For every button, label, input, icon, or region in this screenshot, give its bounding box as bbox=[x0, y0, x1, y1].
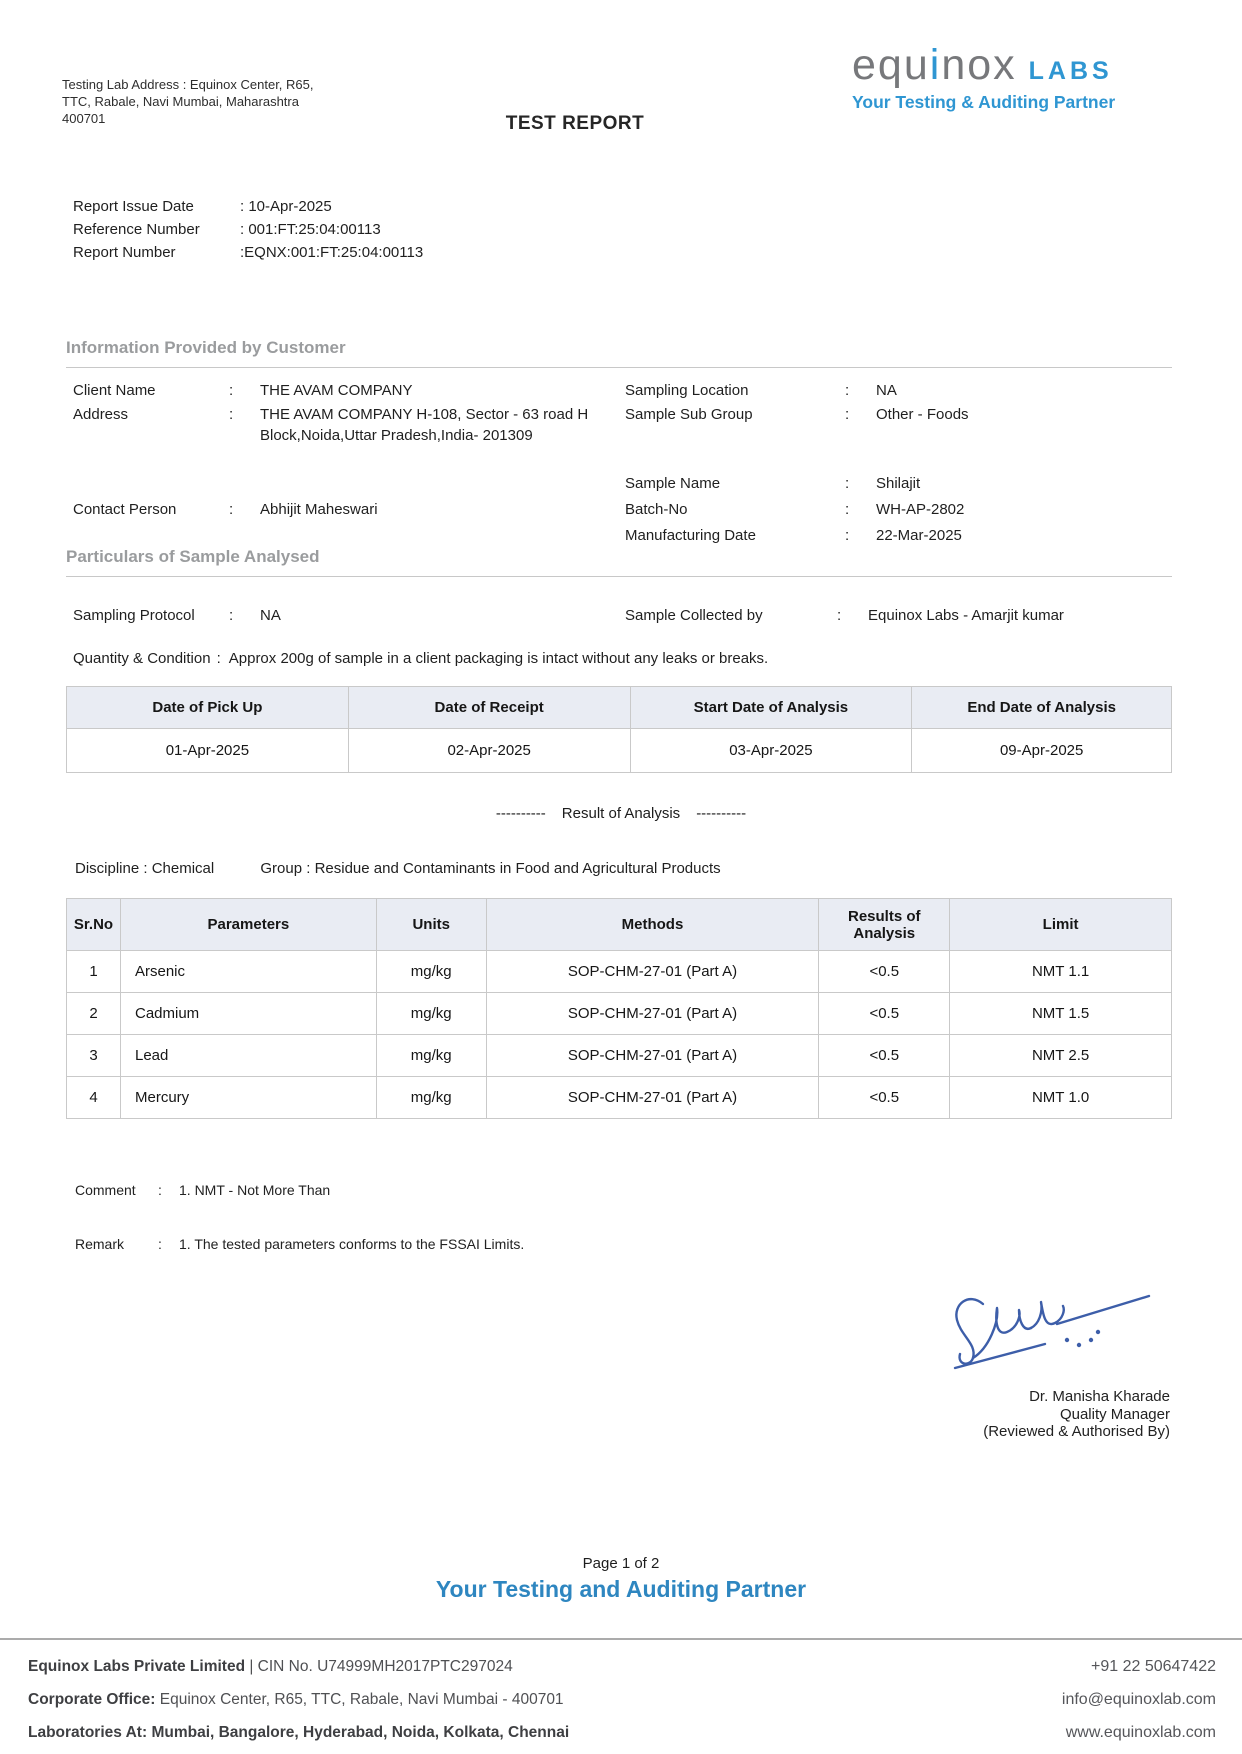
discipline-group-line bbox=[75, 860, 721, 877]
section-header-particulars: Particulars of Sample Analysed bbox=[66, 547, 1172, 577]
column-header: Date of Receipt bbox=[348, 687, 630, 729]
quantity-condition-field: Quantity & Condition : Approx 200g of sample in a client packaging is intact without any leaks or breaks. bbox=[73, 650, 769, 667]
table-row bbox=[67, 993, 1172, 1035]
info-row-contact-person: Contact Person : Abhijit Maheswari bbox=[73, 501, 378, 518]
sample-collected-by-field: Sample Collected by : Equinox Labs - Amarjit kumar bbox=[625, 607, 1064, 624]
quantity-value: Approx 200g of sample in a client packaging is intact without any leaks or breaks. bbox=[228, 650, 769, 667]
table-cell: NMT 1.5 bbox=[950, 993, 1172, 1035]
footer-contact-info bbox=[1062, 1650, 1216, 1749]
results-table bbox=[66, 898, 1172, 1119]
lab-address-line: TTC, Rabale, Navi Mumbai, Maharashtra bbox=[62, 94, 299, 109]
table-cell: SOP-CHM-27-01 (Part A) bbox=[486, 993, 819, 1035]
footer-company-line: Equinox Labs Private Limited | CIN No. U74999MH2017PTC297024 bbox=[28, 1658, 513, 1675]
table-cell: <0.5 bbox=[819, 1077, 950, 1119]
column-header: Results of Analysis bbox=[819, 899, 950, 951]
page-title: TEST REPORT bbox=[505, 113, 645, 134]
group-text: Group : Residue and Contaminants in Food and Agricultural Products bbox=[260, 860, 721, 877]
divider-dashes: ---------- bbox=[495, 805, 546, 822]
table-cell: NMT 1.1 bbox=[950, 951, 1172, 993]
report-meta-row bbox=[73, 195, 423, 218]
table-cell: mg/kg bbox=[376, 951, 486, 993]
footer-company-info bbox=[28, 1650, 569, 1749]
table-cell: SOP-CHM-27-01 (Part A) bbox=[486, 951, 819, 993]
discipline-text: Discipline : Chemical bbox=[75, 860, 215, 877]
table-cell: 3 bbox=[67, 1035, 121, 1077]
table-cell: NMT 2.5 bbox=[950, 1035, 1172, 1077]
table-cell: Cadmium bbox=[120, 993, 376, 1035]
table-cell: mg/kg bbox=[376, 993, 486, 1035]
table-cell: NMT 1.0 bbox=[950, 1077, 1172, 1119]
quantity-label: Quantity & Condition bbox=[73, 650, 211, 667]
result-of-analysis-divider bbox=[0, 805, 1242, 822]
table-cell: 03-Apr-2025 bbox=[630, 729, 912, 773]
table-cell: Lead bbox=[120, 1035, 376, 1077]
table-cell: mg/kg bbox=[376, 1035, 486, 1077]
bottom-tagline: Your Testing and Auditing Partner bbox=[435, 1576, 807, 1602]
info-row-batch-no: Batch-No : WH-AP-2802 bbox=[625, 501, 965, 518]
divider-dashes: ---------- bbox=[696, 805, 747, 822]
column-header: End Date of Analysis bbox=[912, 687, 1172, 729]
table-row bbox=[67, 729, 1172, 773]
logo-word: equinox bbox=[852, 41, 1017, 89]
signatory-block bbox=[983, 1388, 1170, 1441]
column-header: Units bbox=[376, 899, 486, 951]
table-row bbox=[67, 951, 1172, 993]
report-meta-row bbox=[73, 218, 423, 241]
handwritten-signature-icon bbox=[945, 1282, 1163, 1374]
footer-email: info@equinoxlab.com bbox=[1061, 1691, 1216, 1708]
logo-labs-text: LABS bbox=[1028, 57, 1113, 85]
table-cell: mg/kg bbox=[376, 1077, 486, 1119]
lab-address-line: 400701 bbox=[62, 111, 106, 126]
footer-office-line: Corporate Office: Equinox Center, R65, TTC, Rabale, Navi Mumbai - 400701 bbox=[28, 1691, 564, 1708]
table-cell: <0.5 bbox=[819, 1035, 950, 1077]
sampling-protocol-field: Sampling Protocol : NA bbox=[73, 607, 281, 624]
report-meta-label: Report Number bbox=[73, 244, 176, 261]
info-row-sample-sub-group: Sample Sub Group : Other - Foods bbox=[625, 406, 969, 423]
logo-tagline: Your Testing & Auditing Partner bbox=[852, 92, 1116, 112]
pickup-dates-table bbox=[66, 686, 1172, 773]
table-cell: 01-Apr-2025 bbox=[67, 729, 349, 773]
column-header: Sr.No bbox=[67, 899, 121, 951]
column-header: Start Date of Analysis bbox=[630, 687, 912, 729]
report-meta-value: : 001:FT:25:04:00113 bbox=[240, 221, 381, 238]
equinox-labs-logo bbox=[852, 41, 1116, 113]
signatory-note: (Reviewed & Authorised By) bbox=[983, 1423, 1170, 1440]
report-meta-label: Reference Number bbox=[73, 221, 200, 238]
table-row bbox=[67, 1035, 1172, 1077]
column-header: Limit bbox=[950, 899, 1172, 951]
signatory-name: Dr. Manisha Kharade bbox=[1029, 1388, 1170, 1405]
remark-row: Remark : 1. The tested parameters conforms to the FSSAI Limits. bbox=[75, 1236, 525, 1252]
footer-phone: +91 22 50647422 bbox=[1090, 1658, 1216, 1675]
column-header: Methods bbox=[486, 899, 819, 951]
signatory-role: Quality Manager bbox=[1059, 1405, 1170, 1423]
lab-address-line: Testing Lab Address : Equinox Center, R65, bbox=[62, 77, 314, 92]
signature-image bbox=[945, 1282, 1170, 1379]
column-header: Parameters bbox=[120, 899, 376, 951]
info-row-sample-name: Sample Name : Shilajit bbox=[625, 475, 921, 492]
footer-laboratories-line: Laboratories At: Mumbai, Bangalore, Hyderabad, Noida, Kolkata, Chennai bbox=[28, 1724, 570, 1741]
report-meta-value: : 10-Apr-2025 bbox=[240, 198, 332, 215]
report-meta-label: Report Issue Date bbox=[73, 198, 194, 215]
customer-info-grid bbox=[66, 380, 1172, 560]
logo-i-accent: i bbox=[929, 41, 942, 89]
report-meta-row bbox=[73, 241, 423, 264]
info-row-address: Address : THE AVAM COMPANY H-108, Sector - 63 road H Block,Noida,Uttar Pradesh,India- 201309 bbox=[73, 406, 589, 444]
table-cell: SOP-CHM-27-01 (Part A) bbox=[486, 1077, 819, 1119]
logo-wordmark bbox=[852, 41, 1113, 89]
table-cell: 1 bbox=[67, 951, 121, 993]
table-cell: 2 bbox=[67, 993, 121, 1035]
table-cell: 02-Apr-2025 bbox=[348, 729, 630, 773]
table-cell: Mercury bbox=[120, 1077, 376, 1119]
particulars-row bbox=[66, 607, 1172, 624]
divider-label: Result of Analysis bbox=[561, 805, 681, 822]
section-header-customer-info: Information Provided by Customer bbox=[66, 338, 1172, 368]
footer-website: www.equinoxlab.com bbox=[1065, 1724, 1216, 1741]
table-cell: 09-Apr-2025 bbox=[912, 729, 1172, 773]
info-row-manufacturing-date: Manufacturing Date : 22-Mar-2025 bbox=[625, 527, 962, 544]
table-cell: SOP-CHM-27-01 (Part A) bbox=[486, 1035, 819, 1077]
column-header: Date of Pick Up bbox=[67, 687, 349, 729]
comment-row: Comment : 1. NMT - Not More Than bbox=[75, 1182, 331, 1198]
table-cell: <0.5 bbox=[819, 993, 950, 1035]
footer-divider bbox=[0, 1638, 1242, 1640]
table-cell: 4 bbox=[67, 1077, 121, 1119]
table-cell: Arsenic bbox=[120, 951, 376, 993]
info-row-client-name: Client Name : THE AVAM COMPANY bbox=[73, 382, 413, 399]
table-row bbox=[67, 1077, 1172, 1119]
report-meta-value: :EQNX:001:FT:25:04:00113 bbox=[240, 244, 424, 261]
page-number: Page 1 of 2 bbox=[582, 1555, 660, 1572]
table-cell: <0.5 bbox=[819, 951, 950, 993]
report-meta bbox=[73, 195, 423, 264]
info-row-sampling-location: Sampling Location : NA bbox=[625, 382, 897, 399]
